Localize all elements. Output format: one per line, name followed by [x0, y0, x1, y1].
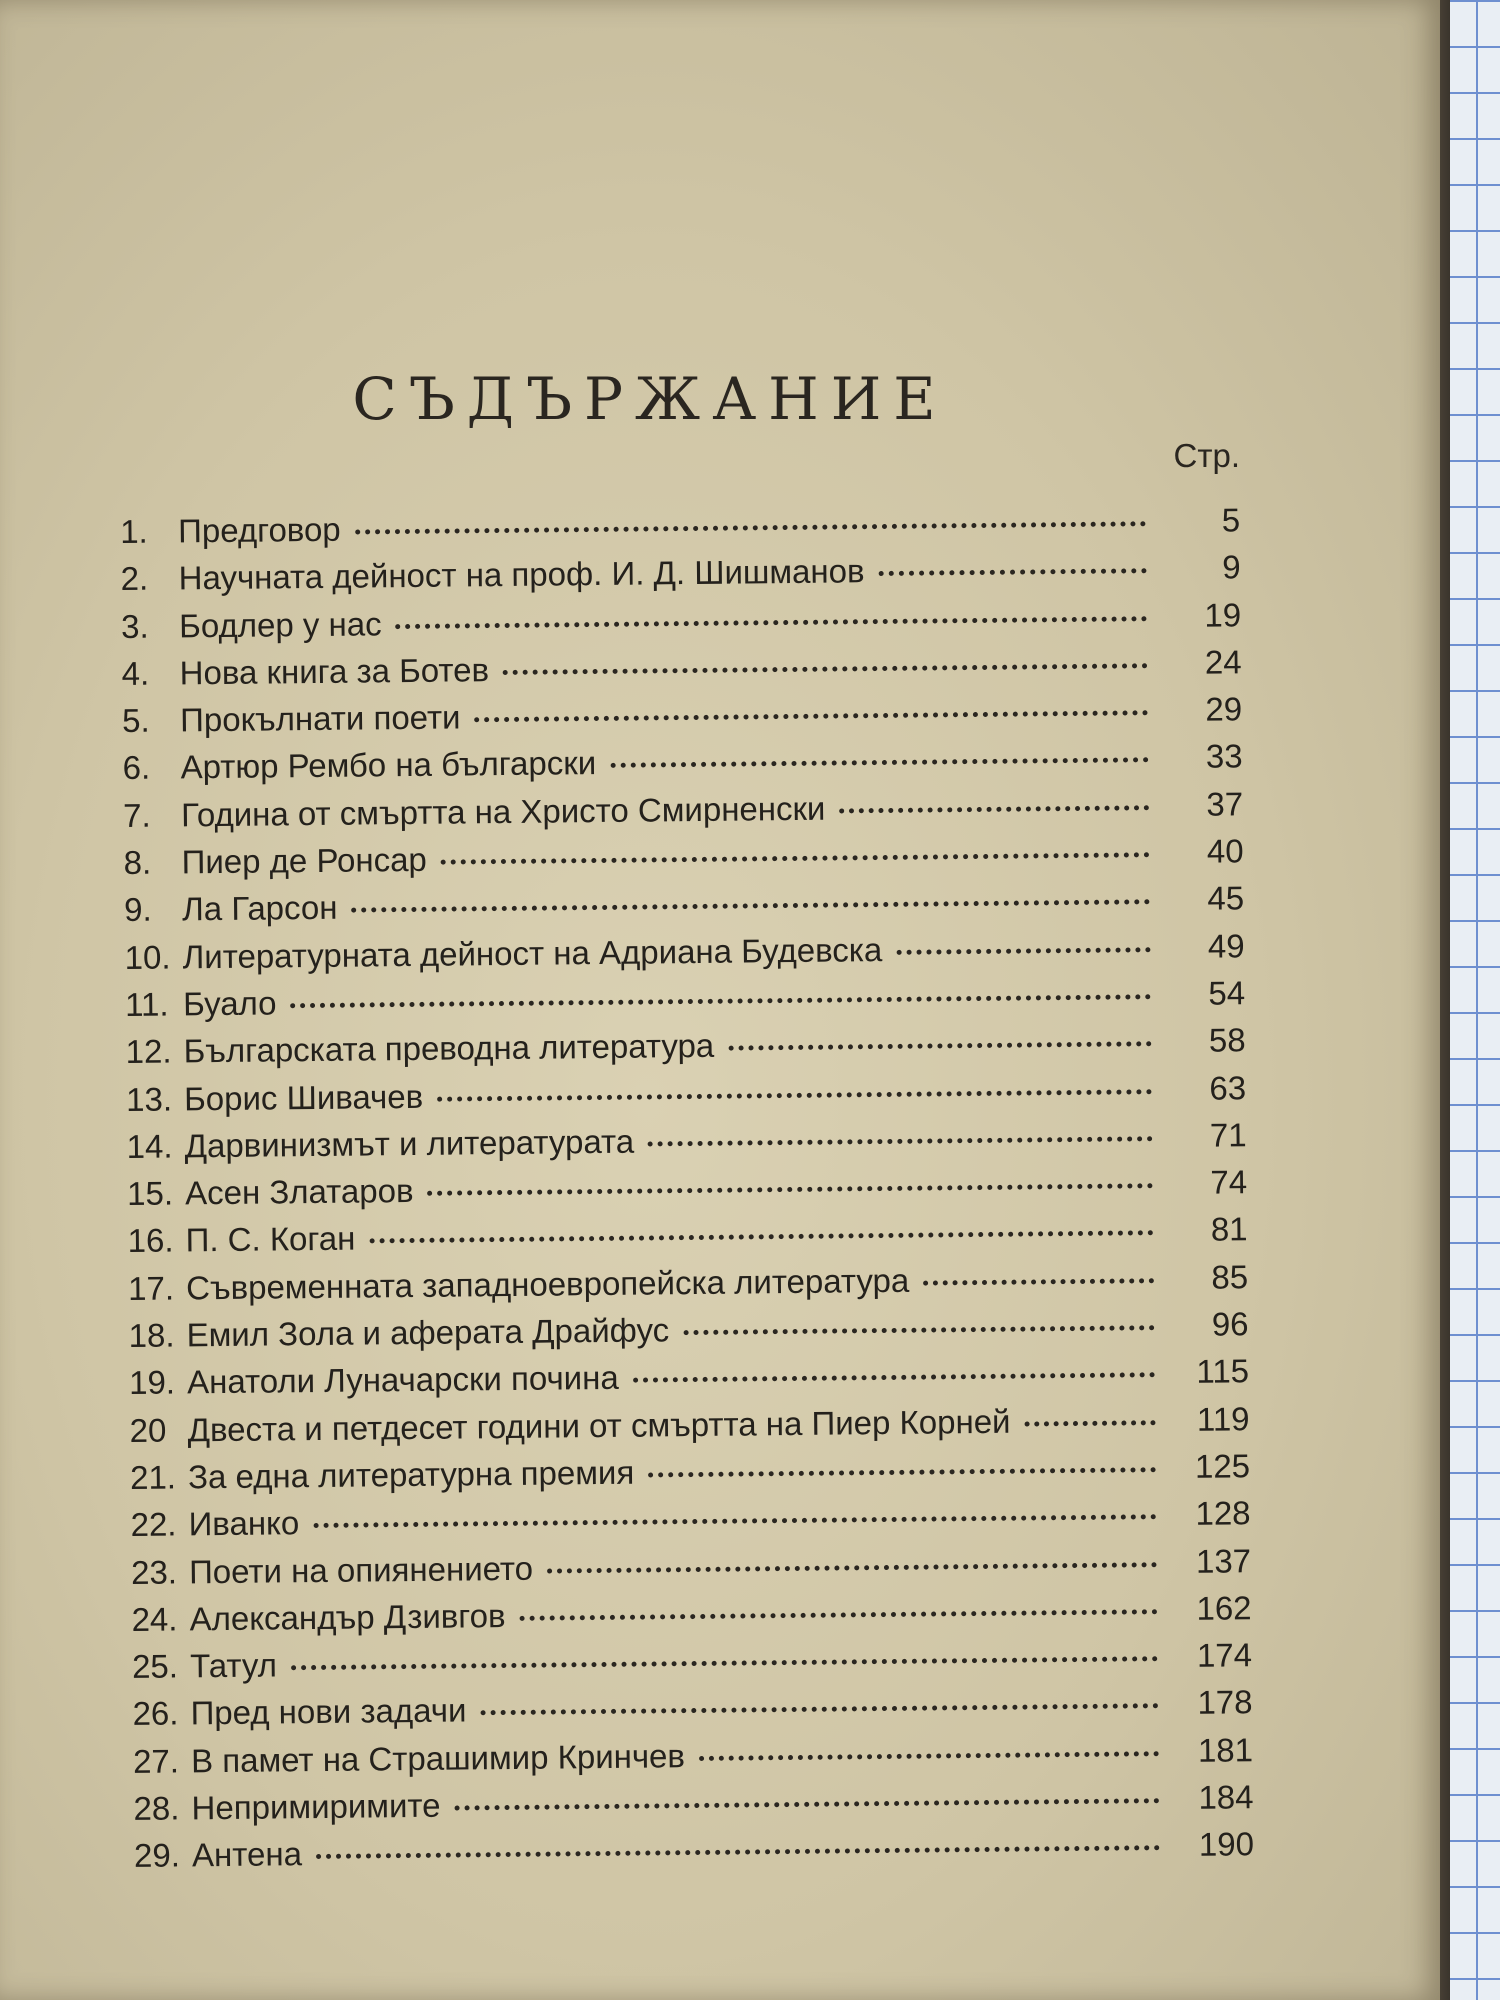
toc-entry-number: 19.	[128, 1363, 176, 1402]
toc-entry-number: 24.	[131, 1600, 178, 1638]
dot-leader	[396, 616, 1148, 629]
page-column-label: Стр.	[1173, 437, 1240, 474]
toc-entry-title: Асен Златаров	[184, 1172, 414, 1212]
toc-entry-number: 7.	[122, 796, 151, 834]
dot-leader	[610, 758, 1149, 769]
toc-entry-title: Анатоли Луначарски почина	[186, 1359, 619, 1401]
dot-leader	[455, 1798, 1160, 1810]
toc-entry-title: Поети на опиянението	[188, 1549, 534, 1590]
toc-entry-number: 10.	[124, 938, 171, 976]
dot-leader	[896, 947, 1150, 955]
toc-entry-number: 3.	[120, 607, 149, 645]
toc-entry-number: 5.	[121, 701, 150, 740]
dot-leader	[1024, 1420, 1155, 1426]
toc-entry-title: В памет на Страшимир Кринчев	[190, 1736, 686, 1780]
toc-entry-number: 13.	[125, 1080, 173, 1118]
dot-leader	[437, 1089, 1152, 1101]
toc-entry-title: Артюр Рембо на български	[180, 744, 597, 786]
toc-entry-title: Нова книга за Ботев	[179, 651, 490, 692]
toc-entry-number: 6.	[122, 749, 151, 787]
toc-entry-number: 26.	[132, 1694, 179, 1733]
toc-entry-page: 181	[1197, 1730, 1254, 1769]
toc-entry-page: 19	[1204, 595, 1242, 634]
dot-leader	[728, 1041, 1151, 1050]
toc-entry-title: Борис Шивачев	[183, 1077, 424, 1117]
toc-entry-title: Предговор	[177, 510, 341, 550]
toc-entry-number: 14.	[126, 1127, 173, 1165]
toc-entry-title: Прокълнати поети	[179, 698, 461, 739]
toc-entry-page: 49	[1207, 926, 1245, 965]
dot-leader	[699, 1751, 1159, 1761]
toc-entry-page: 190	[1198, 1825, 1255, 1864]
dot-leader	[369, 1231, 1153, 1244]
toc-entry-page: 96	[1211, 1305, 1249, 1343]
dot-leader	[352, 900, 1151, 913]
dot-leader	[480, 1704, 1158, 1716]
toc-entry-title: П. С. Коган	[185, 1220, 356, 1259]
toc-entry-number: 29.	[133, 1836, 181, 1875]
toc-entry-number: 23.	[130, 1552, 178, 1591]
toc-entry-number: 17.	[127, 1269, 175, 1307]
toc-entry-page: 63	[1209, 1068, 1247, 1107]
toc-entry-page: 74	[1210, 1163, 1248, 1201]
toc-entry-title: Непримиримите	[191, 1786, 441, 1827]
toc-entry-page: 174	[1196, 1636, 1253, 1674]
toc-entry-number: 2.	[120, 560, 149, 598]
dot-leader	[503, 663, 1148, 675]
toc-entry-page: 40	[1206, 832, 1244, 870]
toc-entry-number: 8.	[123, 843, 152, 882]
toc-entry-title: Бодлер у нас	[178, 604, 382, 644]
toc-entry-page: 71	[1209, 1116, 1247, 1154]
toc-entry-number: 16.	[127, 1221, 174, 1260]
toc-entry-title: Ла Гарсон	[181, 889, 338, 928]
toc-entry-page: 115	[1196, 1352, 1250, 1391]
toc-entry-title: Дарвинизмът и литературата	[184, 1122, 635, 1165]
dot-leader	[547, 1562, 1157, 1573]
toc-entry-number: 15.	[126, 1174, 174, 1213]
toc-entry-page: 128	[1195, 1494, 1251, 1533]
toc-entry-page: 178	[1197, 1683, 1253, 1722]
toc-entry-number: 1.	[120, 512, 148, 550]
toc-entry-title: Българската преводна литература	[183, 1027, 715, 1070]
toc-entry-page: 85	[1211, 1257, 1249, 1296]
dot-leader	[633, 1373, 1155, 1383]
toc-entry-number: 11.	[124, 985, 169, 1023]
dot-leader	[879, 569, 1147, 577]
toc-entry-title: Александър Дзивгов	[189, 1596, 506, 1638]
dot-leader	[475, 710, 1149, 722]
toc-entry-page: 54	[1208, 974, 1246, 1012]
toc-entry-title: Литературната дейност на Адриана Будевска	[182, 930, 883, 976]
toc-entry-page: 33	[1205, 737, 1243, 776]
toc-entry-number: 28.	[133, 1789, 180, 1827]
toc-entry-number: 20	[129, 1411, 167, 1449]
dot-leader	[839, 805, 1149, 813]
toc-entry-number: 9.	[123, 891, 152, 929]
toc-entry-number: 21.	[129, 1458, 177, 1496]
dot-leader	[291, 1656, 1158, 1670]
toc-entry-title: За една литературна премия	[187, 1453, 635, 1496]
dot-leader	[683, 1325, 1155, 1335]
toc-entry-page: 137	[1195, 1541, 1252, 1580]
toc-entry-page: 184	[1198, 1778, 1254, 1816]
toc-entry-page: 9	[1222, 548, 1241, 586]
dot-leader	[316, 1845, 1160, 1859]
toc-entry-title: Съвременната западноевропейска литература	[185, 1261, 910, 1307]
toc-entry-number: 22.	[130, 1505, 177, 1544]
toc-entry-title: Година от смъртта на Христо Смирненски	[180, 789, 826, 834]
dot-leader	[648, 1467, 1156, 1477]
toc-list	[120, 501, 1254, 1884]
dot-leader	[519, 1609, 1157, 1621]
dot-leader	[428, 1183, 1154, 1196]
toc-entry-number: 18.	[128, 1316, 175, 1355]
toc-entry-number: 27.	[132, 1742, 180, 1780]
toc-entry-page: 119	[1196, 1399, 1250, 1438]
dot-leader	[355, 521, 1147, 534]
dot-leader	[313, 1514, 1156, 1528]
toc-entry-page: 24	[1204, 643, 1242, 681]
dot-leader	[291, 994, 1152, 1008]
dot-leader	[648, 1136, 1153, 1146]
toc-entry-page: 81	[1210, 1210, 1248, 1249]
toc-entry-page: 58	[1208, 1021, 1246, 1059]
toc-entry-number: 4.	[121, 654, 150, 692]
toc-entry-page: 5	[1221, 501, 1241, 539]
toc-entry-number: 12.	[125, 1032, 172, 1071]
toc-entry-page: 162	[1196, 1589, 1252, 1627]
toc-entry-title: Антена	[191, 1835, 303, 1874]
toc-entry-title: Емил Зола и аферата Драйфус	[186, 1311, 670, 1354]
toc-entry-title: Татул	[189, 1646, 278, 1685]
toc-heading: СЪДЪРЖАНИЕ	[352, 365, 948, 433]
toc-entry-title: Научната дейност на проф. И. Д. Шишманов	[178, 552, 865, 597]
toc-entry-title: Пред нови задачи	[190, 1691, 467, 1732]
toc-entry-page: 37	[1206, 785, 1244, 823]
toc-entry-title: Буало	[182, 984, 277, 1023]
toc-entry-page: 125	[1194, 1447, 1251, 1485]
toc-entry-title: Пиер де Ронсар	[181, 840, 427, 881]
toc-entry-page: 29	[1205, 690, 1243, 728]
toc-entry-title: Иванко	[188, 1504, 300, 1543]
dot-leader	[441, 852, 1150, 864]
toc-entry-number: 25.	[131, 1647, 179, 1686]
dot-leader	[923, 1278, 1154, 1285]
toc-entry-page: 45	[1207, 879, 1245, 918]
toc-entry-title: Двеста и петдесет години от смъртта на Пиер Корней	[187, 1402, 1011, 1448]
